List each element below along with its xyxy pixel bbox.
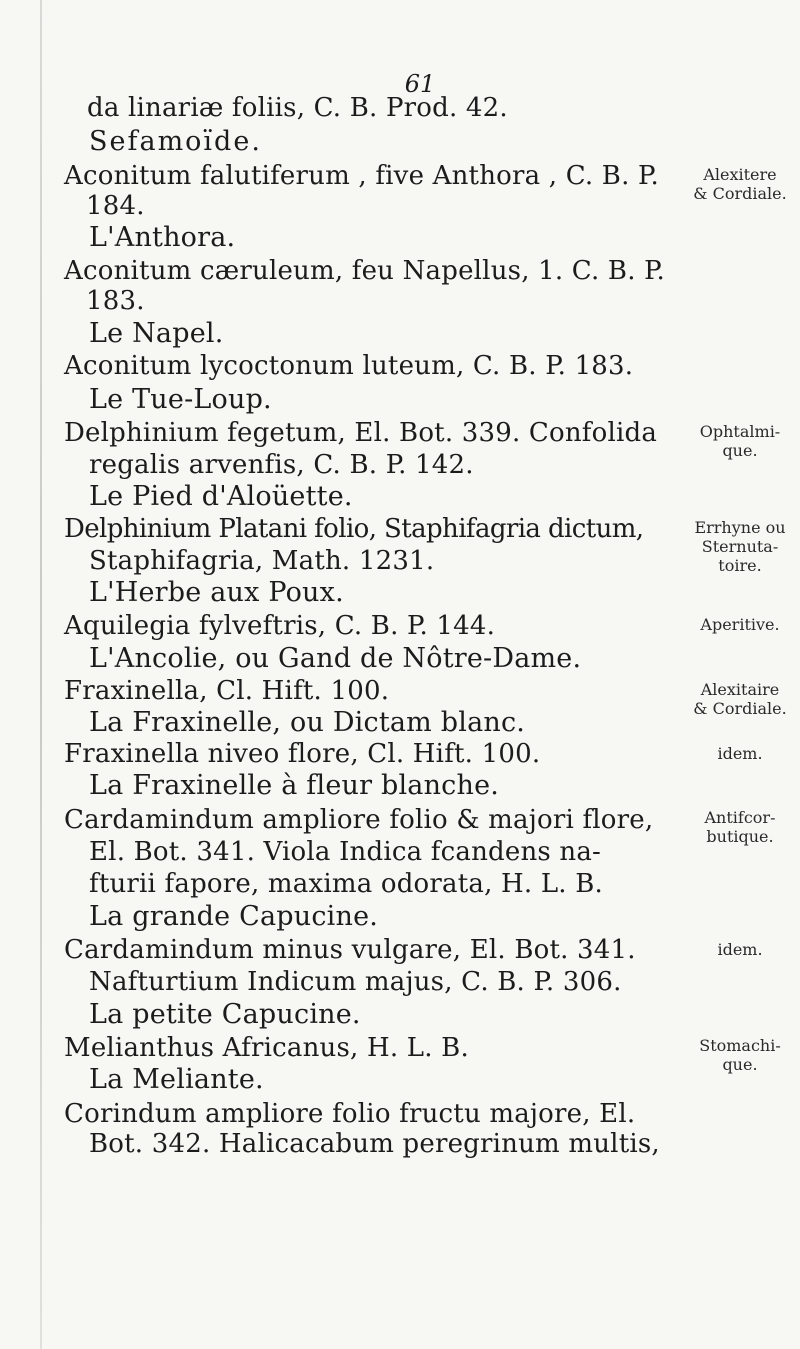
text-line: da linariæ foliis, C. B. Prod. 42. (87, 93, 508, 123)
text-line: Nafturtium Indicum majus, C. B. P. 306. (89, 967, 622, 997)
margin-note: Alexitaire & Cordiale. (693, 680, 787, 718)
text-line: 184. (86, 191, 145, 221)
margin-note: Alexitere & Cordiale. (693, 165, 787, 203)
margin-note: Ophtalmi- que. (699, 422, 781, 460)
text-line: Staphifagria, Math. 1231. (89, 546, 435, 576)
text-line: La petite Capucine. (89, 999, 361, 1030)
margin-note: idem. (717, 940, 763, 959)
page-edge-shadow (40, 0, 42, 1349)
text-line: L'Ancolie, ou Gand de Nôtre-Dame. (89, 643, 582, 674)
text-line: Bot. 342. Halicacabum peregrinum multis, (89, 1129, 660, 1159)
text-line: Cardamindum ampliore folio & majori flore, (64, 805, 654, 835)
text-line: La Fraxinelle, ou Dictam blanc. (89, 707, 526, 738)
text-line: Aconitum lycoctonum luteum, C. B. P. 183. (64, 351, 634, 381)
margin-note: Aperitive. (700, 615, 780, 634)
text-line: La Meliante. (89, 1064, 264, 1095)
text-line: El. Bot. 341. Viola Indica fcandens na- (89, 837, 602, 867)
text-line: Le Napel. (89, 318, 224, 349)
margin-note: Antifcor- butique. (704, 808, 776, 846)
text-line: La grande Capucine. (89, 901, 379, 932)
text-line: Le Tue-Loup. (89, 384, 272, 415)
text-line: La Fraxinelle à fleur blanche. (89, 770, 500, 801)
text-line: L'Anthora. (89, 222, 236, 253)
text-line: Fraxinella niveo flore, Cl. Hift. 100. (64, 739, 541, 769)
text-line: 183. (86, 286, 145, 316)
text-line: Aquilegia fylveftris, C. B. P. 144. (64, 611, 496, 641)
page-number: 61 (404, 70, 436, 98)
text-line: fturii fapore, maxima odorata, H. L. B. (89, 869, 603, 899)
text-line: Delphinium fegetum, El. Bot. 339. Confolida (64, 418, 658, 448)
text-line: Delphinium Platani folio, Staphifagria dictum, (64, 514, 644, 544)
text-line: Fraxinella, Cl. Hift. 100. (64, 676, 390, 706)
text-line: Aconitum falutiferum , five Anthora , C. B. P. (64, 161, 659, 191)
margin-note: idem. (717, 744, 763, 763)
text-line: regalis arvenfis, C. B. P. 142. (89, 450, 474, 480)
text-line: Sefamoïde. (89, 126, 262, 157)
text-line: Le Pied d'Aloüette. (89, 481, 353, 512)
text-line: Aconitum cæruleum, feu Napellus, 1. C. B. P. (64, 256, 666, 286)
text-line: Melianthus Africanus, H. L. B. (64, 1033, 469, 1063)
text-line: Corindum ampliore folio fructu majore, El. (64, 1099, 636, 1129)
text-line: L'Herbe aux Poux. (89, 577, 344, 608)
margin-note: Errhyne ou Sternuta- toire. (694, 518, 786, 575)
text-line: Cardamindum minus vulgare, El. Bot. 341. (64, 935, 636, 965)
margin-note: Stomachi- que. (699, 1036, 781, 1074)
